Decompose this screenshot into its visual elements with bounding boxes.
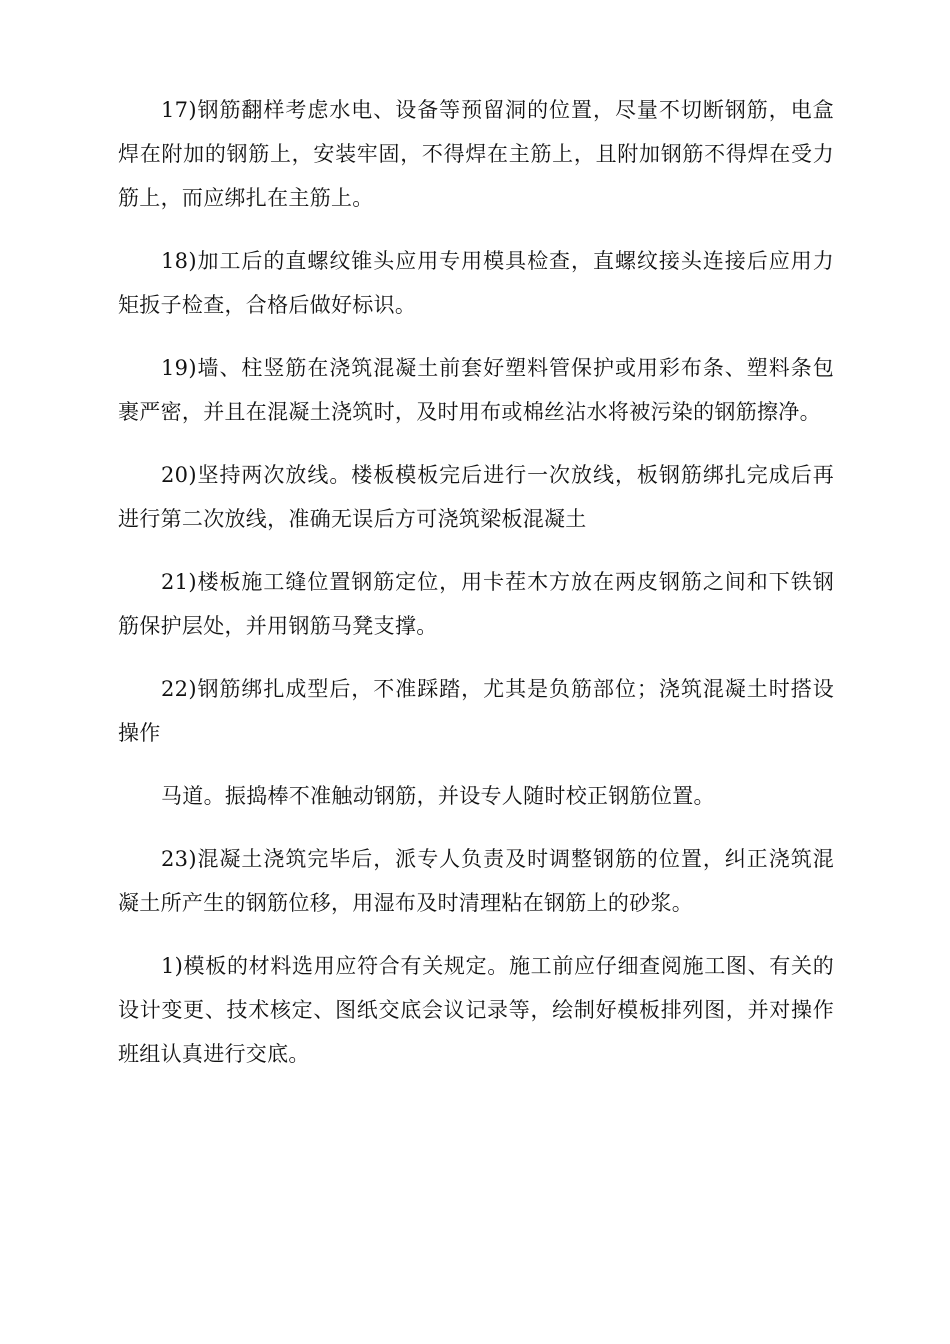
paragraph-19: 19)墙、柱竖筋在浇筑混凝土前套好塑料管保护或用彩布条、塑料条包裹严密，并且在混凝土浇筑时，及时用布或棉丝沾水将被污染的钢筋擦净。	[118, 356, 834, 424]
paragraph-18: 18)加工后的直螺纹锥头应用专用模具检查，直螺纹接头连接后应用力矩扳子检查，合格后做好标识。	[118, 249, 834, 317]
paragraph-20: 20)坚持两次放线。楼板模板完后进行一次放线，板钢筋绑扎完成后再进行第二次放线，准确无误后方可浇筑梁板混凝土	[118, 463, 834, 531]
paragraph-23: 23)混凝土浇筑完毕后，派专人负责及时调整钢筋的位置，纠正浇筑混凝土所产生的钢筋位移，用湿布及时清理粘在钢筋上的砂浆。	[118, 847, 834, 915]
paragraph-22: 22)钢筋绑扎成型后，不准踩踏，尤其是负筋部位；浇筑混凝土时搭设操作	[118, 677, 834, 745]
document-body	[118, 88, 834, 1095]
paragraph-formwork-1: 1)模板的材料选用应符合有关规定。施工前应仔细查阅施工图、有关的设计变更、技术核定、图纸交底会议记录等，绘制好模板排列图，并对操作班组认真进行交底。	[118, 954, 834, 1066]
paragraph-21: 21)楼板施工缝位置钢筋定位，用卡茬木方放在两皮钢筋之间和下铁钢筋保护层处，并用钢筋马凳支撑。	[118, 570, 834, 638]
paragraph-17: 17)钢筋翻样考虑水电、设备等预留洞的位置，尽量不切断钢筋，电盒焊在附加的钢筋上，安装牢固，不得焊在主筋上，且附加钢筋不得焊在受力筋上，而应绑扎在主筋上。	[118, 98, 834, 210]
paragraph-22-continued: 马道。振捣棒不准触动钢筋，并设专人随时校正钢筋位置。	[161, 784, 715, 808]
